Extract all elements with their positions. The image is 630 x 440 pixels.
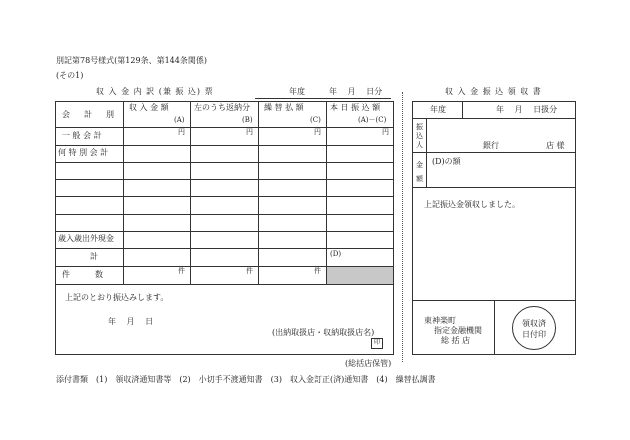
right-title: 収 入 金 振 込 領 収 書 [445, 87, 542, 96]
issuer-bank: 指定金融機関 [434, 326, 482, 335]
row-special-account: 何 特 別 会 計 [58, 148, 109, 157]
remark: 上記のとおり振込みします。 [65, 293, 169, 302]
row-total: 計 [90, 252, 98, 261]
col-category: 会 計 別 [62, 110, 117, 119]
ken-b: 件 [246, 267, 253, 275]
sign-person: (出納取扱店・収納取扱店名) [272, 328, 375, 337]
right-fiscal-year: 年度 [430, 105, 446, 114]
ken-c: 件 [314, 267, 321, 275]
stamp-line2: 日付印 [522, 330, 546, 339]
left-fiscal-year: 年度 [289, 87, 305, 96]
received-note: 上記振込金領収しました。 [424, 200, 520, 209]
bank-label: 銀行 [483, 141, 499, 150]
branch-label: 店 様 [546, 141, 565, 150]
stamp-line1: 領収済 [522, 319, 546, 328]
row-outside-cash: 歳入歳出外現金 [58, 234, 114, 243]
col-c-code: (C) [310, 116, 321, 124]
yen-b: 円 [246, 128, 253, 136]
amount-label: 金額 [416, 161, 423, 183]
col-b-code: (B) [242, 116, 253, 124]
attachments-note: 添付書類 (1) 領収済通知書等 (2) 小切手不渡通知書 (3) 収入金訂正(済)通知書 (4) 繰替払調書 [56, 375, 436, 384]
sign-date: 年 月 日 [108, 317, 154, 326]
storage-note: (総括店保管) [345, 359, 392, 368]
yen-c: 円 [314, 128, 321, 136]
row-general-account: 一 般 会 計 [62, 131, 102, 140]
issuer-branch: 総 括 店 [441, 336, 471, 345]
left-date: 年 月 日分 [329, 87, 383, 96]
ken-a: 件 [178, 267, 185, 275]
col-c-label: 繰 替 払 額 [264, 103, 304, 112]
col-d-code: (A)－(C) [358, 116, 387, 124]
col-a-code: (A) [174, 116, 185, 124]
date-stamp-circle [512, 306, 556, 350]
issuer-town: 東神楽町 [424, 316, 456, 325]
col-d-label: 本 日 振 込 額 [330, 103, 381, 112]
income-breakdown-table [55, 101, 394, 355]
d-mark: (D) [330, 250, 342, 258]
left-title: 収 入 金 内 訳 (兼 振 込) 票 [96, 87, 214, 96]
col-a-label: 収 入 金 額 [129, 103, 169, 112]
form-part: (その1) [56, 71, 84, 80]
right-date: 年 月 日扱分 [496, 105, 558, 114]
count-row-label: 件 数 [62, 270, 106, 279]
form-number: 別記第78号様式(第129条、第144条関係) [56, 56, 207, 65]
payee-label: 振込人 [416, 123, 423, 149]
amount-text: (D)の額 [432, 157, 461, 166]
yen-d: 円 [382, 128, 389, 136]
shaded-cell [327, 267, 393, 284]
col-b-label: 左のうち返納分 [194, 103, 250, 112]
perforation-line [402, 92, 403, 362]
seal-text: 印 [374, 339, 381, 346]
yen-a: 円 [178, 128, 185, 136]
title-underline [255, 98, 391, 99]
